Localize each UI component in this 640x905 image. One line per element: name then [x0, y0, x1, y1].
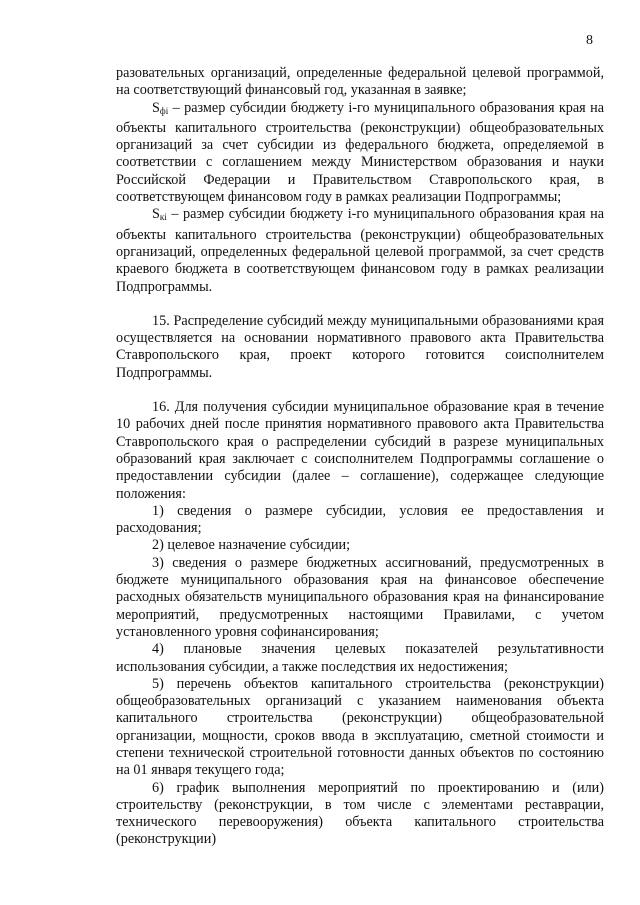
symbol: S	[152, 99, 160, 116]
list-item: 5) перечень объектов капитального строительства (реконструкции) общеобразовательных организаций с указанием наименования объекта капитального строительства (реконструкции) общеобразовательной организации, мощности, сроков ввода в эксплуатацию, сметной стоимости и степени технической строительной готовности данных объектов по состоянию на 01 января текущего года;	[116, 675, 604, 779]
list-item: 4) плановые значения целевых показателей результативности использования субсидии, а также последствия их недостижения;	[116, 641, 604, 675]
document-body	[116, 65, 604, 849]
definition-text: – размер субсидии бюджету i-го муниципального образования края на объекты капитального строительства (реконструкции) общеобразовательных организаций за счет субсидии из федерального бюджета, определяемой в соответствии с соглашением между Министерством образования и науки Российской Федерации и Правительством Ставропольского края, в соответствующем финансовом году в рамках реализации Подпрограммы;	[116, 99, 604, 206]
paragraph-16: 16. Для получения субсидии муниципальное образование края в течение 10 рабочих дней после принятия нормативного правового акта Правительства Ставропольского края о распределении субсидий в разрезе муниципальных образований края заключает с соисполнителем Подпрограммы соглашение о предоставлении субсидии (далее – соглашение), содержащее следующие положения:	[116, 399, 604, 502]
list-item: 6) график выполнения мероприятий по проектированию и (или) строительству (реконструкции, в том числе с элементами реставрации, технического перевооружения) объекта капитального строительства (реконструкции)	[116, 779, 604, 848]
list-item: 2) целевое назначение субсидии;	[152, 537, 351, 554]
symbol: S	[152, 206, 160, 223]
symbol-subscript: фi	[159, 105, 169, 116]
list-item: 3) сведения о размере бюджетных ассигнований, предусмотренных в бюджете муниципального образования края на финансовое обеспечение расходных обязательств муниципального образования края на финансирование мероприятий, предусмотренных настоящими Правилами, с учетом установленного уровня софинансирования;	[116, 554, 604, 640]
definition-s-regional	[116, 206, 604, 295]
paragraph-continuation: разовательных организаций, определенные федеральной целевой программой, на соответствующий финансовый год, указанная в заявке;	[116, 65, 604, 99]
list-item: 1) сведения о размере субсидии, условия ее предоставления и расходования;	[116, 502, 604, 537]
page-number: 8	[586, 33, 593, 48]
definition-s-federal	[116, 100, 604, 207]
definition-text: – размер субсидии бюджету i-го муниципального образования края на объекты капитального строительства (реконструкции) общеобразовательных организаций, определенных федеральной целевой программой, за счет средств краевого бюджета в соответствующем финансовом году в рамках реализации Подпрограммы.	[116, 206, 604, 295]
symbol-subscript: кi	[159, 212, 167, 223]
paragraph-15: 15. Распределение субсидий между муниципальными образованиями края осуществляется на основании нормативного правового акта Правительства Ставропольского края, проект которого готовится соисполнителем Подпрограммы.	[116, 312, 604, 381]
